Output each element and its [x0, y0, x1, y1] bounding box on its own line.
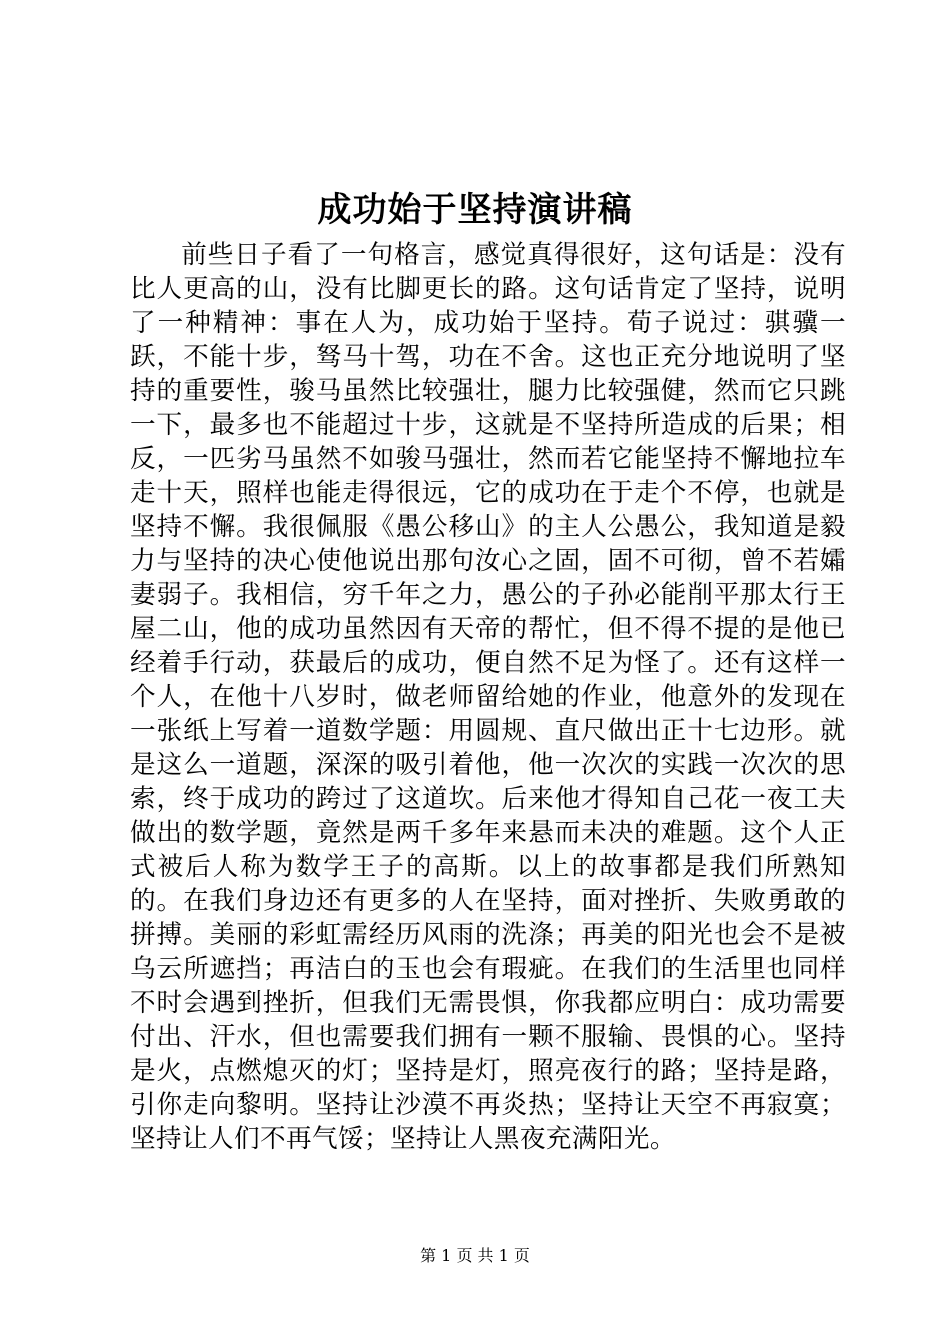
body-paragraph: 前些日子看了一句格言，感觉真得很好，这句话是：没有比人更高的山，没有比脚更长的路。这句话肯定了坚持，说明了一种精神：事在人为，成功始于坚持。荀子说过：骐骥一跃，不能十步，驽马十驾，功在不舍。这也正充分地说明了坚持的重要性，骏马虽然比较强壮，腿力比较强健，然而它只跳一下，最多也不能超过十步，这就是不坚持所造成的后果；相反，一匹劣马虽然不如骏马强壮，然而若它能坚持不懈地拉车走十天，照样也能走得很远，它的成功在于走个不停，也就是坚持不懈。我很佩服《愚公移山》的主人公愚公，我知道是毅力与坚持的决心使他说出那句汝心之固，固不可彻，曾不若孀妻弱子。我相信，穷千年之力，愚公的子孙必能削平那太行王屋二山，他的成功虽然因有天帝的帮忙，但不得不提的是他已经着手行动，获最后的成功，便自然不足为怪了。还有这样一个人，在他十八岁时，做老师留给她的作业，他意外的发现在一张纸上写着一道数学题：用圆规、直尺做出正十七边形。就是这么一道题，深深的吸引着他，他一次次的实践一次次的思索，终于成功的跨过了这道坎。后来他才得知自己花一夜工夫做出的数学题，竟然是两千多年来悬而未决的难题。这个人正式被后人称为数学王子的高斯。以上的故事都是我们所熟知的。在我们身边还有更多的人在坚持，面对挫折、失败勇敢的拼搏。美丽的彩虹需经历风雨的洗涤；再美的阳光也会不是被乌云所遮挡；再洁白的玉也会有瑕疵。在我们的生活里也同样不时会遇到挫折，但我们无需畏惧，你我都应明白：成功需要付出、汗水，但也需要我们拥有一颗不服输、畏惧的心。坚持是火，点燃熄灭的灯；坚持是灯，照亮夜行的路；坚持是路，引你走向黎明。坚持让沙漠不再炎热；坚持让天空不再寂寞；坚持让人们不再气馁；坚持让人黑夜充满阳光。 [130, 240, 846, 1154]
page-number-footer: 第 1 页 共 1 页 [420, 1246, 530, 1265]
document-title: 成功始于坚持演讲稿 [317, 190, 633, 230]
